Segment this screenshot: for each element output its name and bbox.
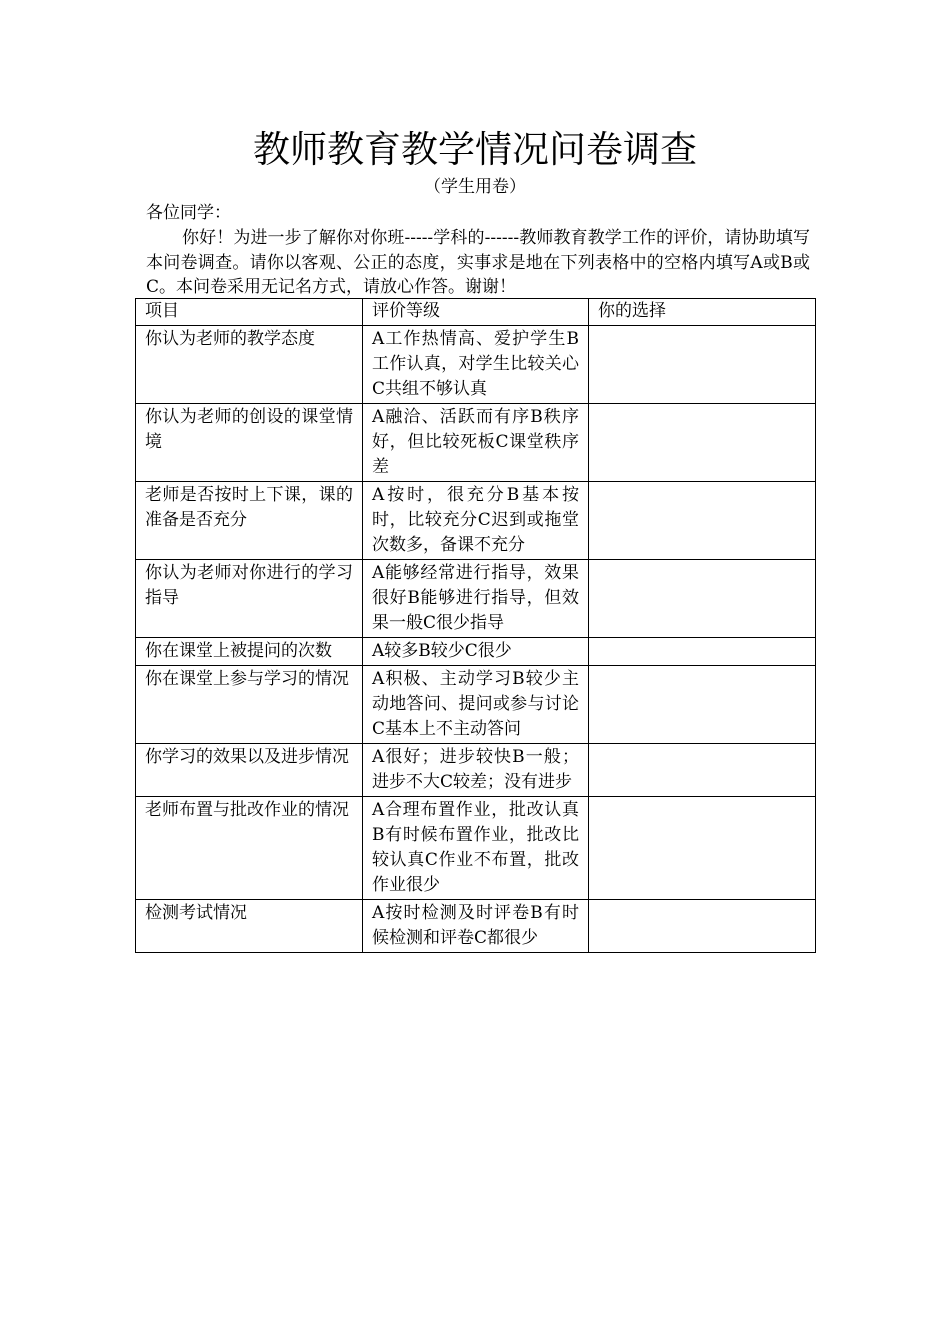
header-grades: 评价等级 bbox=[363, 299, 589, 326]
grades-cell: A较多B较少C很少 bbox=[363, 638, 589, 666]
survey-table bbox=[135, 298, 816, 953]
header-choice: 你的选择 bbox=[589, 299, 816, 326]
item-cell: 检测考试情况 bbox=[136, 900, 363, 953]
item-cell: 你在课堂上被提问的次数 bbox=[136, 638, 363, 666]
item-cell: 老师布置与批改作业的情况 bbox=[136, 797, 363, 900]
grades-cell: A按时检测及时评卷B有时候检测和评卷C都很少 bbox=[363, 900, 589, 953]
grades-cell: A积极、主动学习B较少主动地答问、提问或参与讨论C基本上不主动答问 bbox=[363, 666, 589, 744]
item-cell: 你学习的效果以及进步情况 bbox=[136, 744, 363, 797]
grades-cell: A合理布置作业，批改认真B有时候布置作业，批改比较认真C作业不布置，批改作业很少 bbox=[363, 797, 589, 900]
grades-cell: A工作热情高、爱护学生B工作认真，对学生比较关心C共组不够认真 bbox=[363, 326, 589, 404]
choice-cell[interactable] bbox=[589, 560, 816, 638]
document-subtitle: （学生用卷） bbox=[424, 177, 526, 197]
table-row bbox=[136, 797, 816, 900]
table-row bbox=[136, 900, 816, 953]
choice-cell[interactable] bbox=[589, 797, 816, 900]
table-row bbox=[136, 666, 816, 744]
item-cell: 你认为老师的创设的课堂情境 bbox=[136, 404, 363, 482]
grades-cell: A按时，很充分B基本按时，比较充分C迟到或拖堂次数多，备课不充分 bbox=[363, 482, 589, 560]
item-cell: 你认为老师对你进行的学习指导 bbox=[136, 560, 363, 638]
item-cell: 老师是否按时上下课，课的准备是否充分 bbox=[136, 482, 363, 560]
choice-cell[interactable] bbox=[589, 404, 816, 482]
greeting-text: 各位同学： bbox=[146, 203, 231, 223]
item-cell: 你在课堂上参与学习的情况 bbox=[136, 666, 363, 744]
table-row bbox=[136, 482, 816, 560]
grades-cell: A很好；进步较快B一般；进步不大C较差；没有进步 bbox=[363, 744, 589, 797]
table-row bbox=[136, 560, 816, 638]
choice-cell[interactable] bbox=[589, 638, 816, 666]
table-row bbox=[136, 638, 816, 666]
choice-cell[interactable] bbox=[589, 482, 816, 560]
table-row bbox=[136, 326, 816, 404]
table-row bbox=[136, 404, 816, 482]
item-cell: 你认为老师的教学态度 bbox=[136, 326, 363, 404]
choice-cell[interactable] bbox=[589, 744, 816, 797]
table-header-row bbox=[136, 299, 816, 326]
grades-cell: A能够经常进行指导，效果很好B能够进行指导，但效果一般C很少指导 bbox=[363, 560, 589, 638]
intro-paragraph: 你好！为进一步了解你对你班-----学科的------教师教育教学工作的评价，请协助填写本问卷调查。请你以客观、公正的态度，实事求是地在下列表格中的空格内填写A或B或C。本问卷采用无记名方式，请放心作答。谢谢！ bbox=[146, 228, 810, 297]
table-row bbox=[136, 744, 816, 797]
document-title: 教师教育教学情况问卷调查 bbox=[253, 128, 697, 171]
grades-cell: A融洽、活跃而有序B秩序好，但比较死板C课堂秩序差 bbox=[363, 404, 589, 482]
header-item: 项目 bbox=[136, 299, 363, 326]
choice-cell[interactable] bbox=[589, 666, 816, 744]
choice-cell[interactable] bbox=[589, 326, 816, 404]
choice-cell[interactable] bbox=[589, 900, 816, 953]
